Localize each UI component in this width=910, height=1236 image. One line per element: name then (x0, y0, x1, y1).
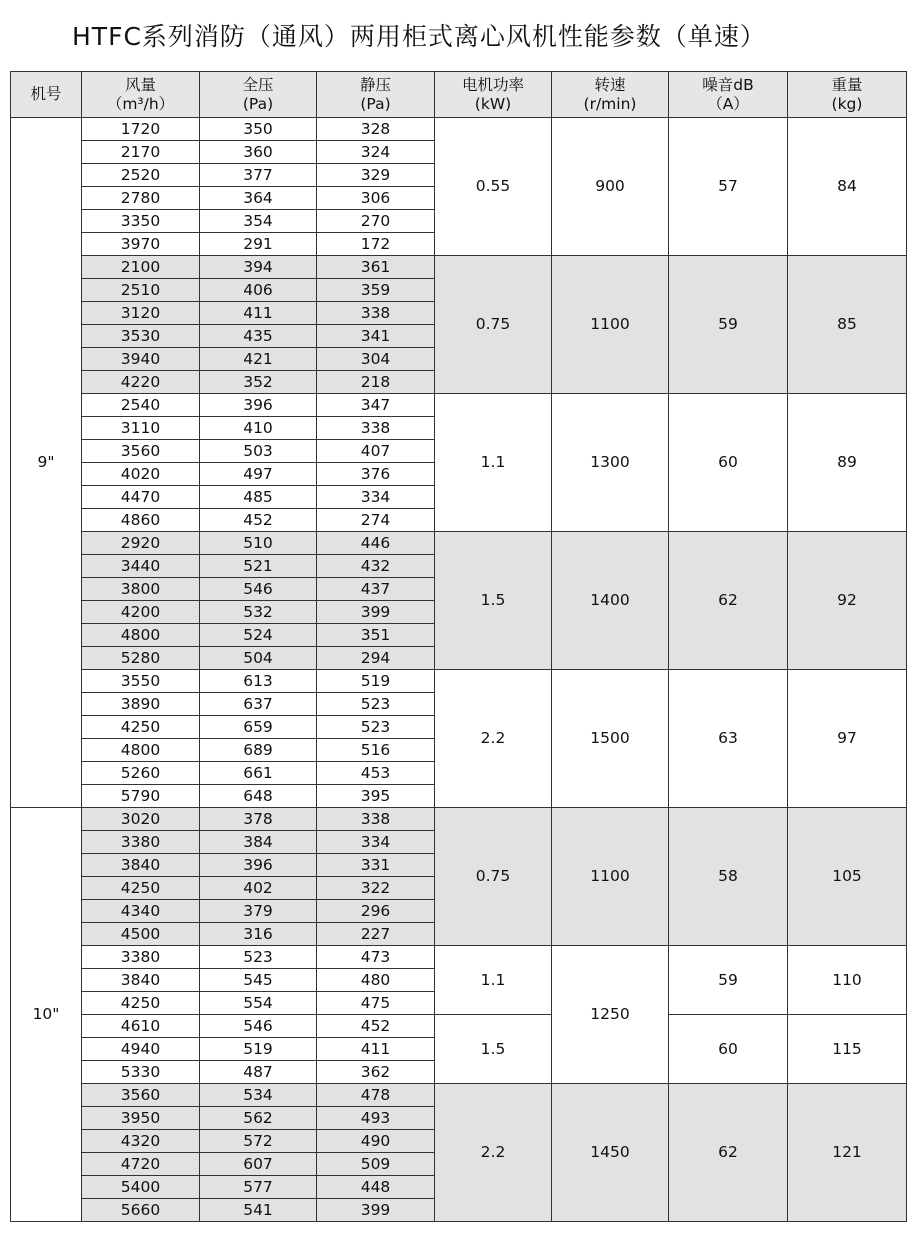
airflow-cell: 3380 (82, 831, 200, 854)
airflow-cell: 3440 (82, 555, 200, 578)
airflow-cell: 4200 (82, 601, 200, 624)
static-pressure-cell: 493 (317, 1107, 435, 1130)
static-pressure-cell: 296 (317, 900, 435, 923)
airflow-cell: 5280 (82, 647, 200, 670)
header-static-pressure (317, 72, 435, 118)
total-pressure-cell: 689 (200, 739, 317, 762)
airflow-cell: 4720 (82, 1153, 200, 1176)
total-pressure-cell: 613 (200, 670, 317, 693)
airflow-cell: 4860 (82, 509, 200, 532)
airflow-cell: 2920 (82, 532, 200, 555)
total-pressure-cell: 421 (200, 348, 317, 371)
total-pressure-cell: 534 (200, 1084, 317, 1107)
motor-power-cell: 2.2 (435, 670, 552, 808)
total-pressure-cell: 406 (200, 279, 317, 302)
airflow-cell: 5660 (82, 1199, 200, 1222)
static-pressure-cell: 437 (317, 578, 435, 601)
header-label: 全压 (242, 75, 274, 94)
header-label: 转速 (594, 75, 626, 94)
header-airflow (82, 72, 200, 118)
airflow-cell: 4320 (82, 1130, 200, 1153)
motor-power-cell: 1.5 (435, 532, 552, 670)
weight-cell: 110 (788, 946, 907, 1015)
header-speed (552, 72, 669, 118)
airflow-cell: 3950 (82, 1107, 200, 1130)
static-pressure-cell: 376 (317, 463, 435, 486)
table-row (11, 1084, 907, 1107)
weight-cell: 89 (788, 394, 907, 532)
airflow-cell: 2540 (82, 394, 200, 417)
total-pressure-cell: 352 (200, 371, 317, 394)
airflow-cell: 4470 (82, 486, 200, 509)
static-pressure-cell: 347 (317, 394, 435, 417)
airflow-cell: 4610 (82, 1015, 200, 1038)
static-pressure-cell: 274 (317, 509, 435, 532)
header-unit: (kg) (831, 94, 863, 113)
header-label: 噪音dB (702, 75, 754, 94)
total-pressure-cell: 379 (200, 900, 317, 923)
airflow-cell: 4220 (82, 371, 200, 394)
airflow-cell: 2170 (82, 141, 200, 164)
airflow-cell: 1720 (82, 118, 200, 141)
airflow-cell: 5260 (82, 762, 200, 785)
airflow-cell: 2510 (82, 279, 200, 302)
static-pressure-cell: 446 (317, 532, 435, 555)
motor-power-cell: 0.75 (435, 256, 552, 394)
static-pressure-cell: 509 (317, 1153, 435, 1176)
motor-power-cell: 0.75 (435, 808, 552, 946)
airflow-cell: 2100 (82, 256, 200, 279)
static-pressure-cell: 322 (317, 877, 435, 900)
total-pressure-cell: 411 (200, 302, 317, 325)
total-pressure-cell: 607 (200, 1153, 317, 1176)
airflow-cell: 2780 (82, 187, 200, 210)
static-pressure-cell: 359 (317, 279, 435, 302)
total-pressure-cell: 545 (200, 969, 317, 992)
header-label: 静压 (359, 75, 391, 94)
total-pressure-cell: 497 (200, 463, 317, 486)
airflow-cell: 4940 (82, 1038, 200, 1061)
static-pressure-cell: 306 (317, 187, 435, 210)
total-pressure-cell: 572 (200, 1130, 317, 1153)
motor-power-cell: 1.1 (435, 394, 552, 532)
total-pressure-cell: 577 (200, 1176, 317, 1199)
total-pressure-cell: 637 (200, 693, 317, 716)
header-motor-power (435, 72, 552, 118)
airflow-cell: 3530 (82, 325, 200, 348)
airflow-cell: 5330 (82, 1061, 200, 1084)
static-pressure-cell: 304 (317, 348, 435, 371)
total-pressure-cell: 377 (200, 164, 317, 187)
static-pressure-cell: 473 (317, 946, 435, 969)
static-pressure-cell: 328 (317, 118, 435, 141)
noise-cell: 62 (669, 532, 788, 670)
static-pressure-cell: 399 (317, 601, 435, 624)
total-pressure-cell: 360 (200, 141, 317, 164)
total-pressure-cell: 435 (200, 325, 317, 348)
header-label: 重量 (831, 75, 863, 94)
total-pressure-cell: 485 (200, 486, 317, 509)
airflow-cell: 4800 (82, 739, 200, 762)
table-body (11, 118, 907, 1222)
total-pressure-cell: 504 (200, 647, 317, 670)
speed-cell: 1500 (552, 670, 669, 808)
header-unit: (kW) (474, 94, 512, 113)
airflow-cell: 3970 (82, 233, 200, 256)
airflow-cell: 4340 (82, 900, 200, 923)
noise-cell: 62 (669, 1084, 788, 1222)
performance-table (10, 71, 907, 1222)
speed-cell: 900 (552, 118, 669, 256)
header-label: 风量 (124, 75, 156, 94)
airflow-cell: 5400 (82, 1176, 200, 1199)
airflow-cell: 3800 (82, 578, 200, 601)
weight-cell: 84 (788, 118, 907, 256)
header-label: 机号 (30, 85, 62, 103)
model-number-cell: 9" (11, 118, 82, 808)
static-pressure-cell: 218 (317, 371, 435, 394)
speed-cell: 1100 (552, 808, 669, 946)
static-pressure-cell: 294 (317, 647, 435, 670)
header-unit: (Pa) (360, 94, 391, 113)
static-pressure-cell: 516 (317, 739, 435, 762)
total-pressure-cell: 384 (200, 831, 317, 854)
airflow-cell: 4020 (82, 463, 200, 486)
noise-cell: 57 (669, 118, 788, 256)
static-pressure-cell: 490 (317, 1130, 435, 1153)
static-pressure-cell: 338 (317, 417, 435, 440)
static-pressure-cell: 334 (317, 831, 435, 854)
static-pressure-cell: 338 (317, 302, 435, 325)
table-row (11, 1015, 907, 1038)
weight-cell: 97 (788, 670, 907, 808)
airflow-cell: 3110 (82, 417, 200, 440)
static-pressure-cell: 324 (317, 141, 435, 164)
total-pressure-cell: 661 (200, 762, 317, 785)
total-pressure-cell: 350 (200, 118, 317, 141)
total-pressure-cell: 291 (200, 233, 317, 256)
noise-cell: 58 (669, 808, 788, 946)
motor-power-cell: 1.5 (435, 1015, 552, 1084)
airflow-cell: 3940 (82, 348, 200, 371)
total-pressure-cell: 396 (200, 854, 317, 877)
total-pressure-cell: 410 (200, 417, 317, 440)
speed-cell: 1100 (552, 256, 669, 394)
static-pressure-cell: 395 (317, 785, 435, 808)
header-model (11, 72, 82, 118)
total-pressure-cell: 378 (200, 808, 317, 831)
total-pressure-cell: 521 (200, 555, 317, 578)
speed-cell: 1250 (552, 946, 669, 1084)
total-pressure-cell: 364 (200, 187, 317, 210)
header-row (11, 72, 907, 118)
table-row (11, 946, 907, 969)
total-pressure-cell: 554 (200, 992, 317, 1015)
static-pressure-cell: 432 (317, 555, 435, 578)
static-pressure-cell: 407 (317, 440, 435, 463)
airflow-cell: 2520 (82, 164, 200, 187)
total-pressure-cell: 487 (200, 1061, 317, 1084)
noise-cell: 60 (669, 394, 788, 532)
static-pressure-cell: 329 (317, 164, 435, 187)
airflow-cell: 3550 (82, 670, 200, 693)
total-pressure-cell: 316 (200, 923, 317, 946)
static-pressure-cell: 453 (317, 762, 435, 785)
total-pressure-cell: 541 (200, 1199, 317, 1222)
static-pressure-cell: 331 (317, 854, 435, 877)
static-pressure-cell: 399 (317, 1199, 435, 1222)
weight-cell: 121 (788, 1084, 907, 1222)
weight-cell: 115 (788, 1015, 907, 1084)
airflow-cell: 3890 (82, 693, 200, 716)
airflow-cell: 3380 (82, 946, 200, 969)
static-pressure-cell: 172 (317, 233, 435, 256)
static-pressure-cell: 270 (317, 210, 435, 233)
noise-cell: 59 (669, 946, 788, 1015)
motor-power-cell: 2.2 (435, 1084, 552, 1222)
airflow-cell: 3020 (82, 808, 200, 831)
airflow-cell: 5790 (82, 785, 200, 808)
total-pressure-cell: 510 (200, 532, 317, 555)
airflow-cell: 3350 (82, 210, 200, 233)
static-pressure-cell: 227 (317, 923, 435, 946)
total-pressure-cell: 503 (200, 440, 317, 463)
header-weight (788, 72, 907, 118)
weight-cell: 92 (788, 532, 907, 670)
static-pressure-cell: 351 (317, 624, 435, 647)
airflow-cell: 4250 (82, 877, 200, 900)
static-pressure-cell: 338 (317, 808, 435, 831)
table-row (11, 670, 907, 693)
total-pressure-cell: 546 (200, 578, 317, 601)
table-row (11, 118, 907, 141)
static-pressure-cell: 334 (317, 486, 435, 509)
total-pressure-cell: 523 (200, 946, 317, 969)
airflow-cell: 4250 (82, 992, 200, 1015)
header-noise (669, 72, 788, 118)
total-pressure-cell: 452 (200, 509, 317, 532)
total-pressure-cell: 546 (200, 1015, 317, 1038)
motor-power-cell: 0.55 (435, 118, 552, 256)
table-row (11, 256, 907, 279)
static-pressure-cell: 452 (317, 1015, 435, 1038)
weight-cell: 105 (788, 808, 907, 946)
noise-cell: 59 (669, 256, 788, 394)
airflow-cell: 3560 (82, 440, 200, 463)
weight-cell: 85 (788, 256, 907, 394)
airflow-cell: 3840 (82, 969, 200, 992)
static-pressure-cell: 480 (317, 969, 435, 992)
total-pressure-cell: 648 (200, 785, 317, 808)
total-pressure-cell: 394 (200, 256, 317, 279)
airflow-cell: 3120 (82, 302, 200, 325)
noise-cell: 60 (669, 1015, 788, 1084)
table-row (11, 394, 907, 417)
static-pressure-cell: 362 (317, 1061, 435, 1084)
header-unit: （m³/h） (106, 94, 175, 113)
total-pressure-cell: 402 (200, 877, 317, 900)
static-pressure-cell: 523 (317, 693, 435, 716)
total-pressure-cell: 659 (200, 716, 317, 739)
page-title: HTFC系列消防（通风）两用柜式离心风机性能参数（单速） (72, 22, 766, 51)
airflow-cell: 4800 (82, 624, 200, 647)
static-pressure-cell: 448 (317, 1176, 435, 1199)
airflow-cell: 3560 (82, 1084, 200, 1107)
airflow-cell: 3840 (82, 854, 200, 877)
header-total-pressure (200, 72, 317, 118)
airflow-cell: 4250 (82, 716, 200, 739)
header-unit: (Pa) (242, 94, 274, 113)
static-pressure-cell: 475 (317, 992, 435, 1015)
total-pressure-cell: 532 (200, 601, 317, 624)
airflow-cell: 4500 (82, 923, 200, 946)
table-row (11, 808, 907, 831)
header-label: 电机功率 (461, 75, 524, 94)
noise-cell: 63 (669, 670, 788, 808)
static-pressure-cell: 478 (317, 1084, 435, 1107)
speed-cell: 1300 (552, 394, 669, 532)
header-unit: (r/min) (583, 94, 637, 113)
model-number-cell: 10" (11, 808, 82, 1222)
total-pressure-cell: 562 (200, 1107, 317, 1130)
table-row (11, 532, 907, 555)
speed-cell: 1450 (552, 1084, 669, 1222)
total-pressure-cell: 354 (200, 210, 317, 233)
static-pressure-cell: 341 (317, 325, 435, 348)
total-pressure-cell: 519 (200, 1038, 317, 1061)
static-pressure-cell: 411 (317, 1038, 435, 1061)
total-pressure-cell: 524 (200, 624, 317, 647)
total-pressure-cell: 396 (200, 394, 317, 417)
motor-power-cell: 1.1 (435, 946, 552, 1015)
static-pressure-cell: 361 (317, 256, 435, 279)
speed-cell: 1400 (552, 532, 669, 670)
static-pressure-cell: 519 (317, 670, 435, 693)
header-unit: （A） (707, 94, 749, 113)
static-pressure-cell: 523 (317, 716, 435, 739)
